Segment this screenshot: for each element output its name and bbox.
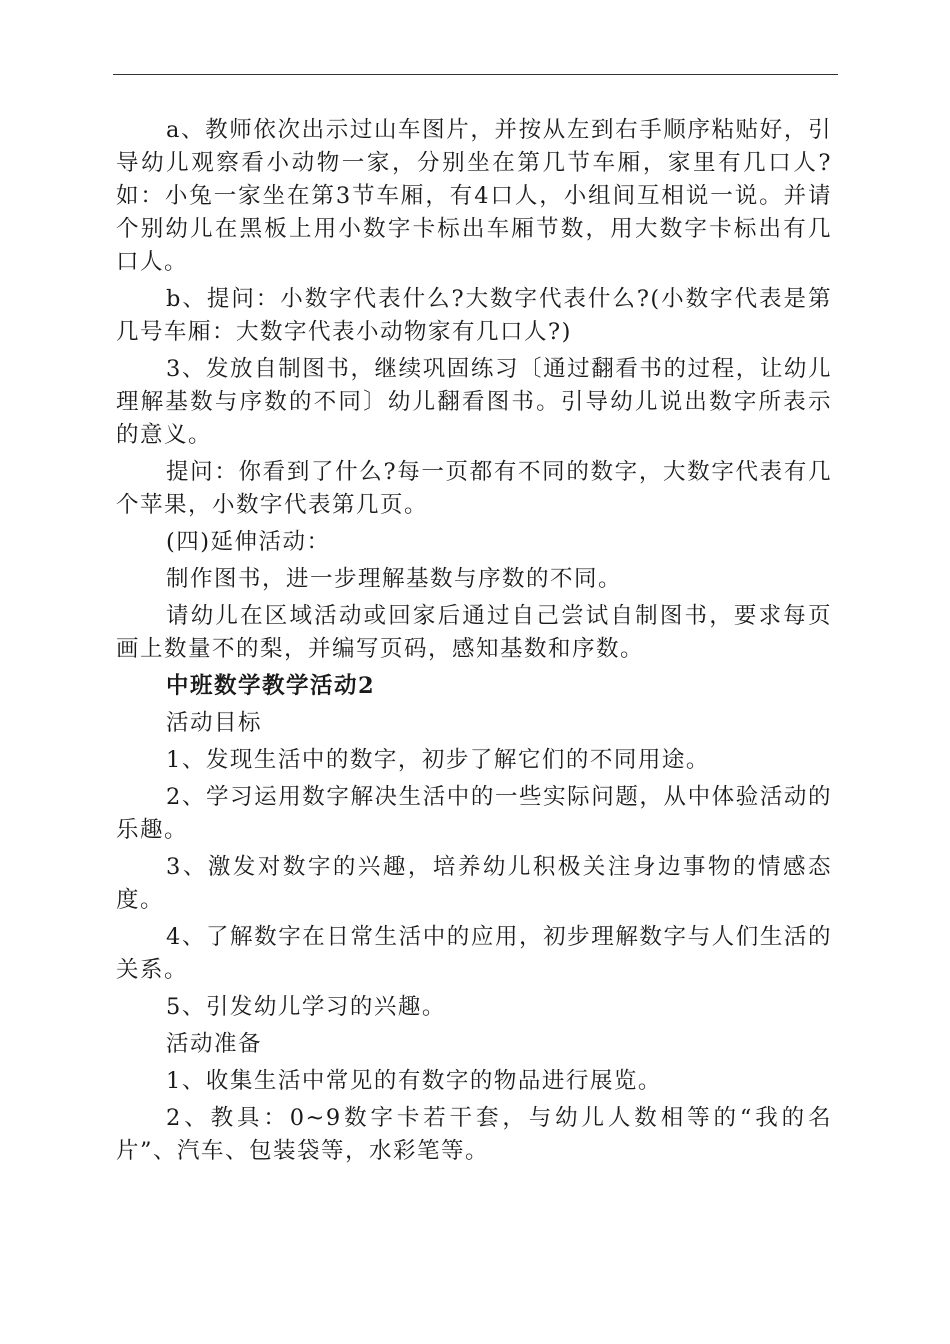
preparation-item-1: 1、收集生活中常见的有数字的物品进行展览。 [166,1068,662,1094]
document-body [116,114,832,1168]
goal-item-4: 4、了解数字在日常生活中的应用，初步理解数字与人们生活的关系。 [116,924,832,983]
goal-item-2: 2、学习运用数字解决生活中的一些实际问题，从中体验活动的乐趣。 [116,784,832,843]
paragraph-question: 提问：你看到了什么?每一页都有不同的数字，大数字代表有几个苹果，小数字代表第几页。 [116,459,832,518]
paragraph-extension-2: 请幼儿在区域活动或回家后通过自己尝试自制图书，要求每页画上数量不的梨，并编写页码，感知基数和序数。 [116,603,832,662]
subheading-goals: 活动目标 [166,710,263,736]
header-rule [113,74,838,75]
paragraph-extension-title: (四)延伸活动： [166,529,331,555]
paragraph-step-3: 3、发放自制图书，继续巩固练习〔通过翻看书的过程，让幼儿理解基数与序数的不同〕幼儿翻看图书。引导幼儿说出数字所表示的意义。 [116,356,832,448]
subheading-preparation: 活动准备 [166,1031,263,1057]
goal-item-5: 5、引发幼儿学习的兴趣。 [166,994,446,1020]
paragraph-step-a: a、教师依次出示过山车图片，并按从左到右手顺序粘贴好，引导幼儿观察看小动物一家，分别坐在第几节车厢，家里有几口人?如：小兔一家坐在第3节车厢，有4口人，小组间互相说一说。并请个别幼儿在黑板上用小数字卡标出车厢节数，用大数字卡标出有几口人。 [116,117,832,275]
paragraph-extension-1: 制作图书，进一步理解基数与序数的不同。 [166,566,623,592]
goal-item-3: 3、激发对数字的兴趣，培养幼儿积极关注身边事物的情感态度。 [116,854,832,913]
paragraph-step-b: b、提问：小数字代表什么?大数字代表什么?(小数字代表是第几号车厢：大数字代表小动物家有几口人?) [116,286,832,345]
goal-item-1: 1、发现生活中的数字，初步了解它们的不同用途。 [166,747,710,773]
section-heading: 中班数学教学活动2 [166,673,376,699]
preparation-item-2: 2、教具：0~9数字卡若干套，与幼儿人数相等的“我的名片”、汽车、包装袋等，水彩笔等。 [116,1105,832,1164]
